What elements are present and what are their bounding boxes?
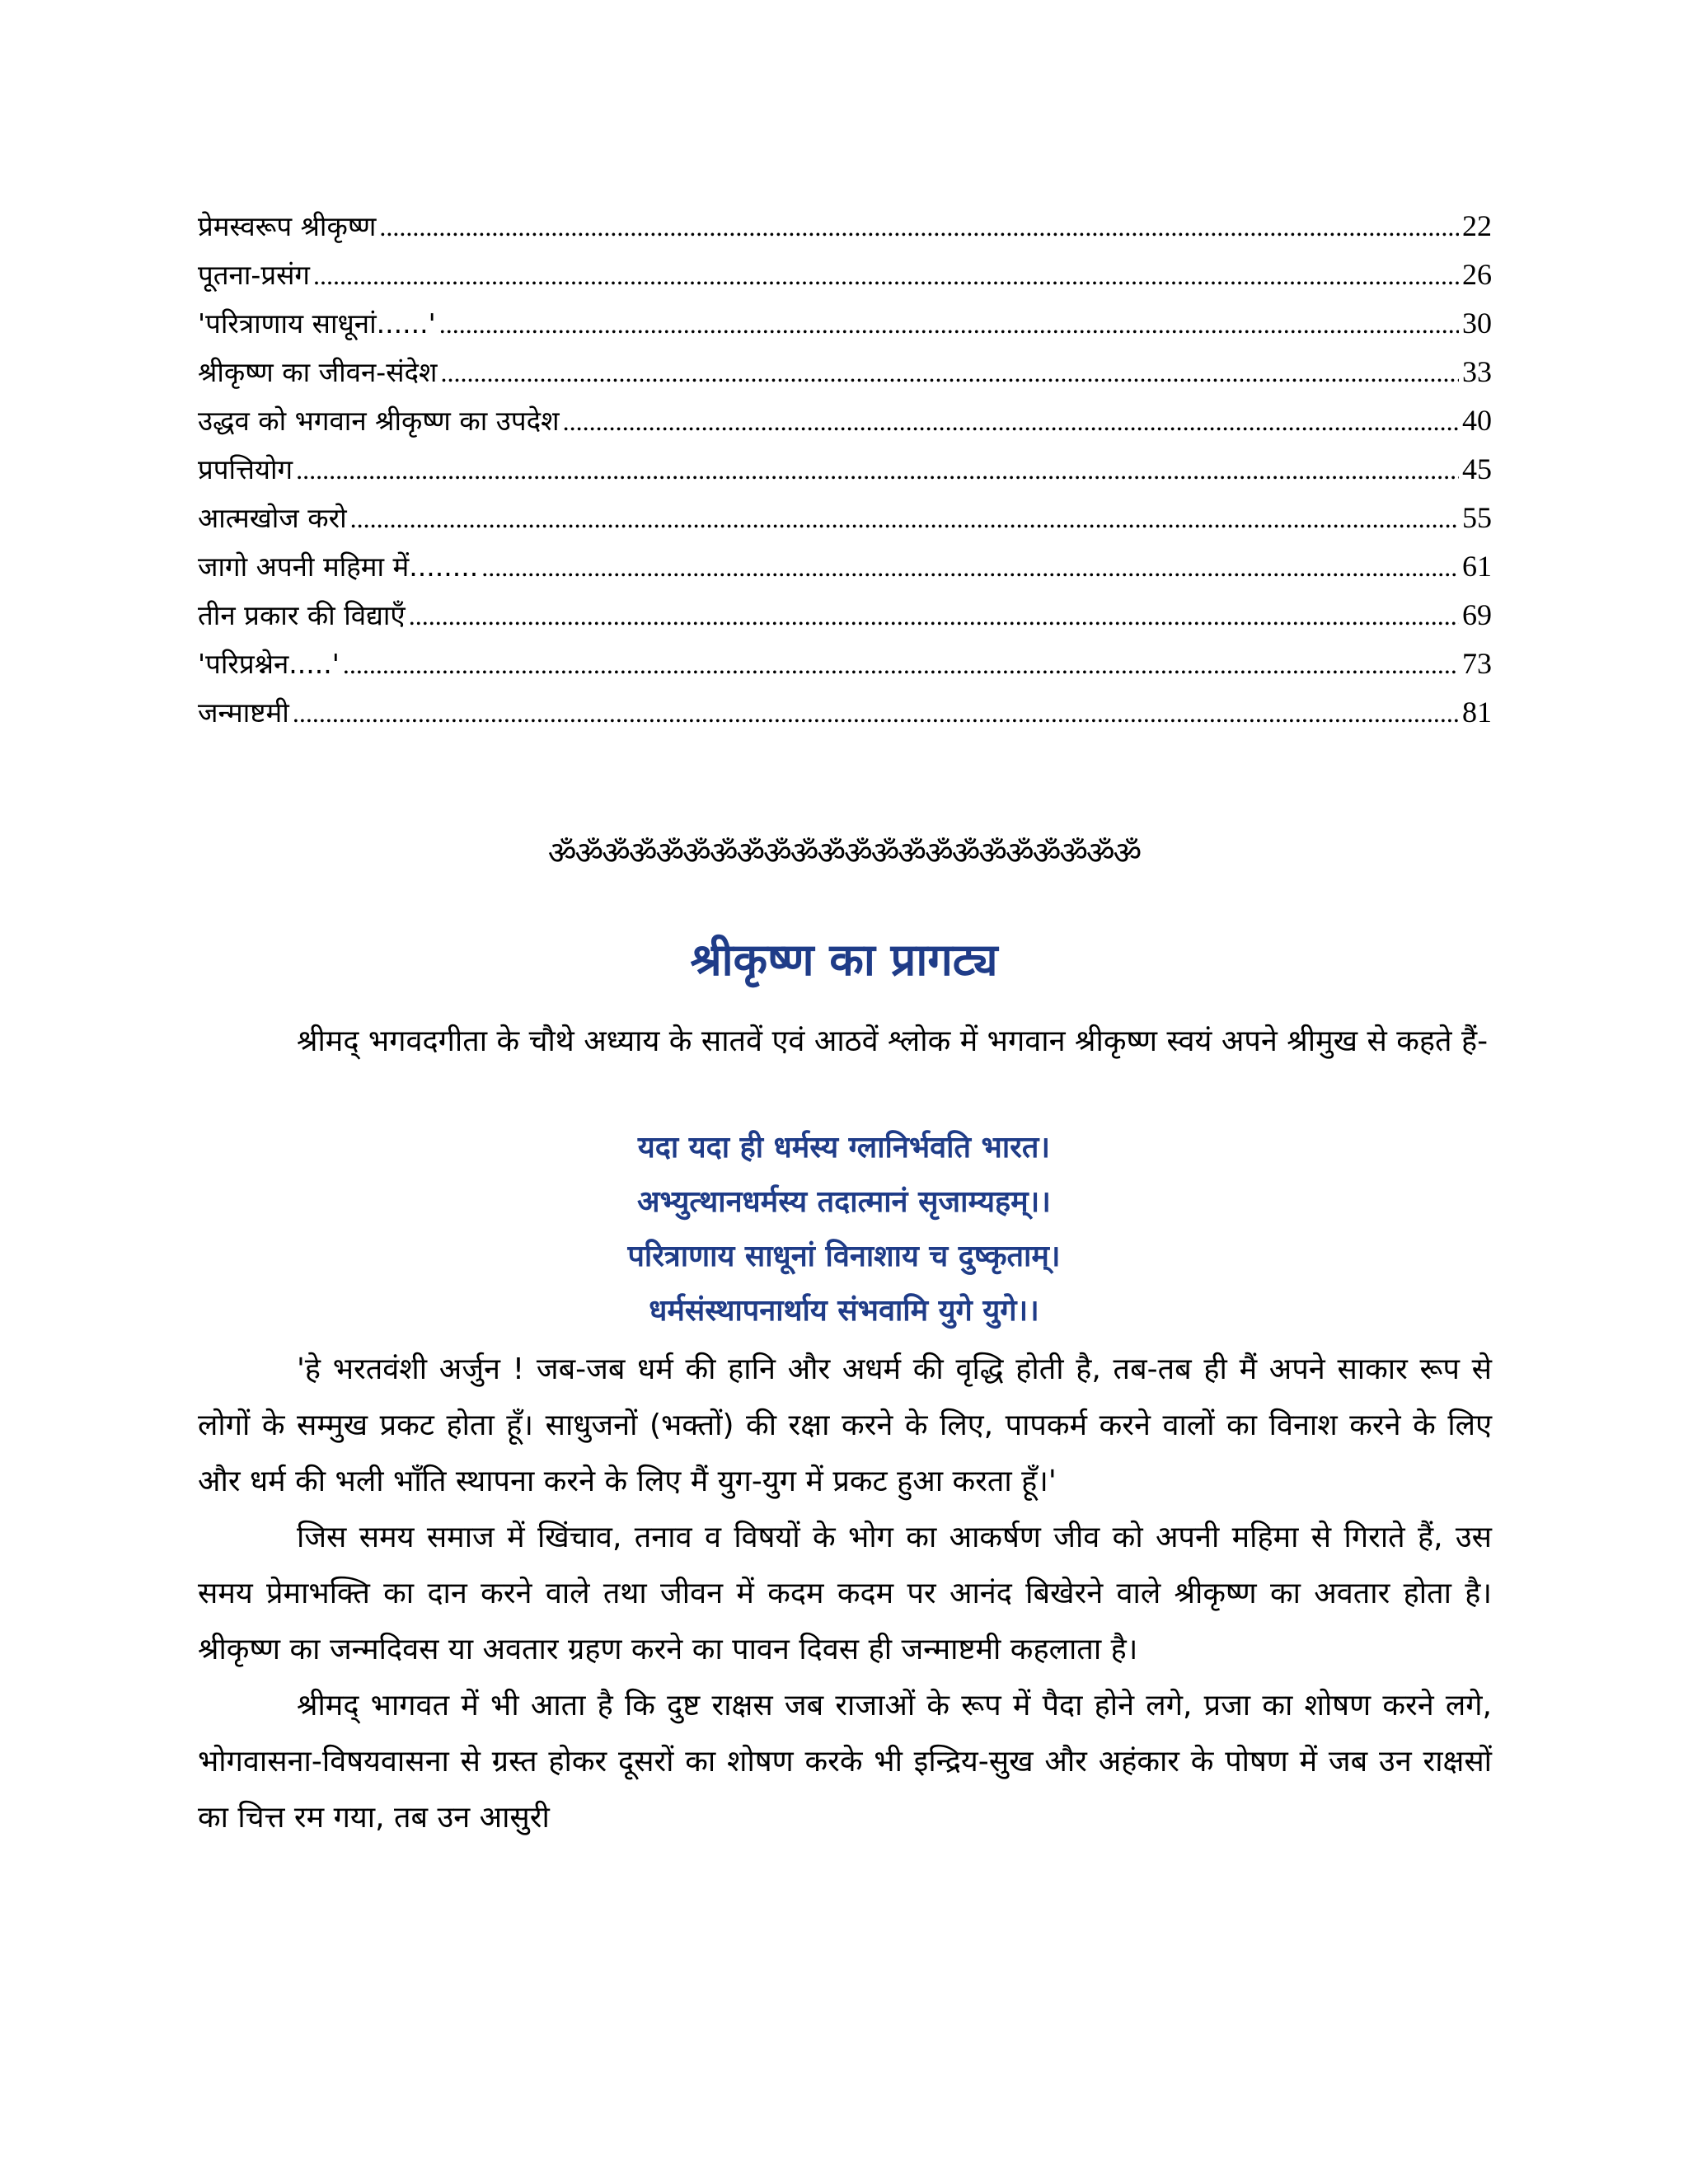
verse-line: धर्मसंस्थापनार्थाय संभवामि युगे युगे।। [649,1294,1039,1328]
verse-line: अभ्युत्थानधर्मस्य तदात्मानं सृजाम्यहम्।। [637,1185,1051,1219]
toc-leader-dots [439,300,1459,349]
toc-entry[interactable] [198,542,1492,591]
toc-entry[interactable] [198,445,1492,494]
toc-entry[interactable] [198,251,1492,299]
toc-entry-title: आत्मखोज करो [198,502,347,534]
toc-leader-dots [293,689,1459,738]
toc-entry-page: 22 [1462,209,1492,242]
toc-entry-page: 55 [1462,501,1492,534]
toc-entry-title: 'परित्राणाय साधूनां......' [198,307,436,340]
toc-entry[interactable] [198,202,1492,251]
toc-entry-page: 81 [1462,696,1492,729]
toc-entry-page: 33 [1462,355,1492,388]
toc-entry[interactable] [198,688,1492,737]
toc-entry-page: 73 [1462,647,1492,680]
toc-entry-page: 45 [1462,452,1492,485]
verse-line: परित्राणाय साधूनां विनाशाय च दुष्कृताम्। [627,1240,1061,1273]
toc-leader-dots [313,251,1459,300]
toc-entry-title: प्रेमस्वरूप श्रीकृष्ण [198,210,377,242]
toc-entry[interactable] [198,396,1492,445]
toc-entry[interactable] [198,348,1492,396]
intro-paragraph: श्रीमद् भगवदगीता के चौथे अध्याय के सातवें एवं आठवें श्लोक में भगवान श्रीकृष्ण स्वयं अपने श्रीमुख से कहते हैं- [297,1024,1489,1058]
main-text [198,1342,1492,1846]
toc-leader-dots [563,397,1459,446]
toc-leader-dots [343,640,1459,689]
toc-entry-page: 69 [1462,598,1492,631]
translation-paragraph: 'हे भरतवंशी अर्जुन ! जब-जब धर्म की हानि और अधर्म की वृद्धि होती है, तब-तब ही मैं अपने साकार रूप से लोगों के सम्मुख प्रकट होता हूँ। साधुजनों (भक्तों) की रक्षा करने के लिए, पापकर्म करने वालों का विनाश करने के लिए और धर्म की भली भाँति स्थापना करने के लिए मैं युग-युग में प्रकट हुआ करता हूँ।' [198,1352,1492,1498]
toc-entry-page: 40 [1462,404,1492,437]
toc-leader-dots [296,446,1459,494]
toc-entry[interactable] [198,494,1492,542]
toc-entry-title: तीन प्रकार की विद्याएँ [198,599,406,631]
toc-leader-dots [379,203,1459,251]
toc-leader-dots [350,494,1459,543]
toc-entry-title: 'परिप्रश्नेन.....' [198,648,340,680]
toc-entry-page: 30 [1462,307,1492,340]
toc-entry-page: 26 [1462,258,1492,291]
toc-entry[interactable] [198,591,1492,640]
gita-verse [0,1121,1688,1338]
toc-entry[interactable] [198,640,1492,688]
toc-entry[interactable] [198,299,1492,348]
toc-entry-title: उद्धव को भगवान श्रीकृष्ण का उपदेश [198,405,560,437]
intro-paragraph-block [198,1014,1492,1070]
toc-entry-title: श्रीकृष्ण का जीवन-संदेश [198,356,438,388]
table-of-contents [198,202,1492,737]
toc-entry-page: 61 [1462,550,1492,583]
toc-entry-title: जागो अपनी महिमा में........ [198,551,479,583]
toc-leader-dots [441,349,1460,397]
toc-entry-title: पूतना-प्रसंग [198,259,310,291]
bhagavat-paragraph: श्रीमद् भागवत में भी आता है कि दुष्ट राक्षस जब राजाओं के रूप में पैदा होने लगे, प्रजा का शोषण करने लगे, भोगवासना-विषयवासना से ग्रस्त होकर दूसरों का शोषण करके भी इन्द्रिय-सुख और अहंकार के पोषण में जब उन राक्षसों का चित्त रम गया, तब उन आसुरी [198,1689,1492,1835]
verse-line: यदा यदा ही धर्मस्य ग्लानिर्भवति भारत। [637,1131,1051,1165]
avatar-paragraph: जिस समय समाज में खिंचाव, तनाव व विषयों के भोग का आकर्षण जीव को अपनी महिमा से गिराते हैं, उस समय प्रेमाभक्ति का दान करने वाले तथा जीवन में कदम कदम पर आनंद बिखेरने वाले श्रीकृष्ण का अवतार होता है। श्रीकृष्ण का जन्मदिवस या अवतार ग्रहण करने का पावन दिवस ही जन्माष्टमी कहलाता है। [198,1521,1492,1666]
toc-leader-dots [481,543,1459,592]
toc-entry-title: प्रपत्तियोग [198,453,293,485]
chapter-title: श्रीकृष्ण का प्रागट्य [690,934,998,986]
toc-leader-dots [409,592,1459,640]
om-separator: ॐॐॐॐॐॐॐॐॐॐॐॐॐॐॐॐॐॐॐॐॐॐ [547,835,1141,871]
toc-entry-title: जन्माष्टमी [198,696,289,729]
